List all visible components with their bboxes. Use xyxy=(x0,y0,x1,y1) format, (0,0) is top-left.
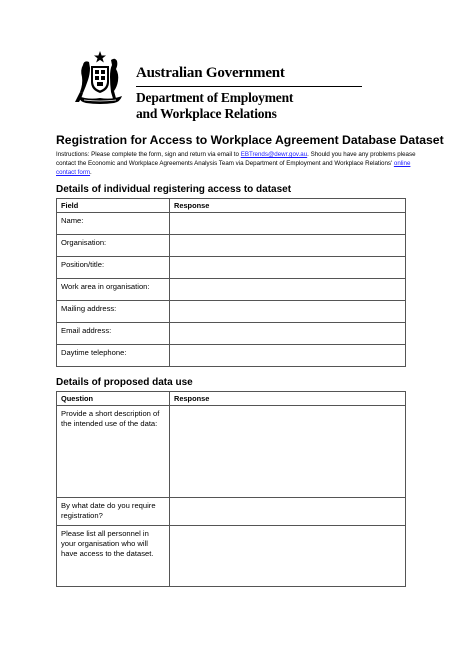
department-name-line2: and Workplace Relations xyxy=(136,106,277,121)
response-cell-daytime-telephone[interactable] xyxy=(170,345,406,367)
coat-of-arms-icon xyxy=(74,50,126,106)
table-row xyxy=(57,213,406,235)
email-link[interactable]: EBTrends@dewr.gov.au xyxy=(240,151,308,158)
data-use-table xyxy=(56,391,406,587)
column-header-response: Response xyxy=(170,199,406,213)
instructions-paragraph xyxy=(56,150,426,177)
table-header-row xyxy=(57,392,406,406)
field-label-email-address: Email address: xyxy=(57,323,170,345)
individual-details-table xyxy=(56,198,406,367)
table-row xyxy=(57,498,406,526)
response-cell-organisation[interactable] xyxy=(170,235,406,257)
response-cell-position[interactable] xyxy=(170,257,406,279)
question-intended-use: Provide a short description of the intended use of the data: xyxy=(57,406,170,498)
response-cell-registration-date[interactable] xyxy=(170,498,406,526)
instructions-text-2: . Should you have any problems please contact the Economic and Workplace Agreements Analysis Team via Department of Employment and Workplace Relations' xyxy=(56,151,416,167)
response-cell-email-address[interactable] xyxy=(170,323,406,345)
header-rule xyxy=(136,86,362,87)
table-header-row xyxy=(57,199,406,213)
document-header xyxy=(74,48,394,120)
column-header-response: Response xyxy=(170,392,406,406)
department-name-line1: Department of Employment xyxy=(136,90,294,105)
field-label-mailing-address: Mailing address: xyxy=(57,301,170,323)
field-label-name: Name: xyxy=(57,213,170,235)
instructions-text-end: . xyxy=(90,169,92,176)
instructions-text-1: Instructions: Please complete the form, sign and return via email to xyxy=(56,151,241,158)
table-row xyxy=(57,301,406,323)
column-header-question: Question xyxy=(57,392,170,406)
online-contact-form-link[interactable]: online contact form xyxy=(56,160,411,176)
response-cell-mailing-address[interactable] xyxy=(170,301,406,323)
page-title: Registration for Access to Workplace Agreement Database Dataset xyxy=(56,133,444,147)
table-row xyxy=(57,257,406,279)
question-registration-date: By what date do you require registration? xyxy=(57,498,170,526)
field-label-daytime-telephone: Daytime telephone: xyxy=(57,345,170,367)
response-cell-work-area[interactable] xyxy=(170,279,406,301)
field-label-work-area: Work area in organisation: xyxy=(57,279,170,301)
response-cell-intended-use[interactable] xyxy=(170,406,406,498)
section-heading-individual: Details of individual registering access to dataset xyxy=(56,184,292,195)
section-heading-data-use: Details of proposed data use xyxy=(56,377,193,388)
question-personnel: Please list all personnel in your organisation who will have access to the dataset. xyxy=(57,526,170,587)
table-row xyxy=(57,235,406,257)
field-label-position: Position/title: xyxy=(57,257,170,279)
response-cell-name[interactable] xyxy=(170,213,406,235)
response-cell-personnel[interactable] xyxy=(170,526,406,587)
table-row xyxy=(57,279,406,301)
table-row xyxy=(57,345,406,367)
column-header-field: Field xyxy=(57,199,170,213)
table-row xyxy=(57,406,406,498)
field-label-organisation: Organisation: xyxy=(57,235,170,257)
government-name: Australian Government xyxy=(136,65,285,81)
table-row xyxy=(57,323,406,345)
table-row xyxy=(57,526,406,587)
